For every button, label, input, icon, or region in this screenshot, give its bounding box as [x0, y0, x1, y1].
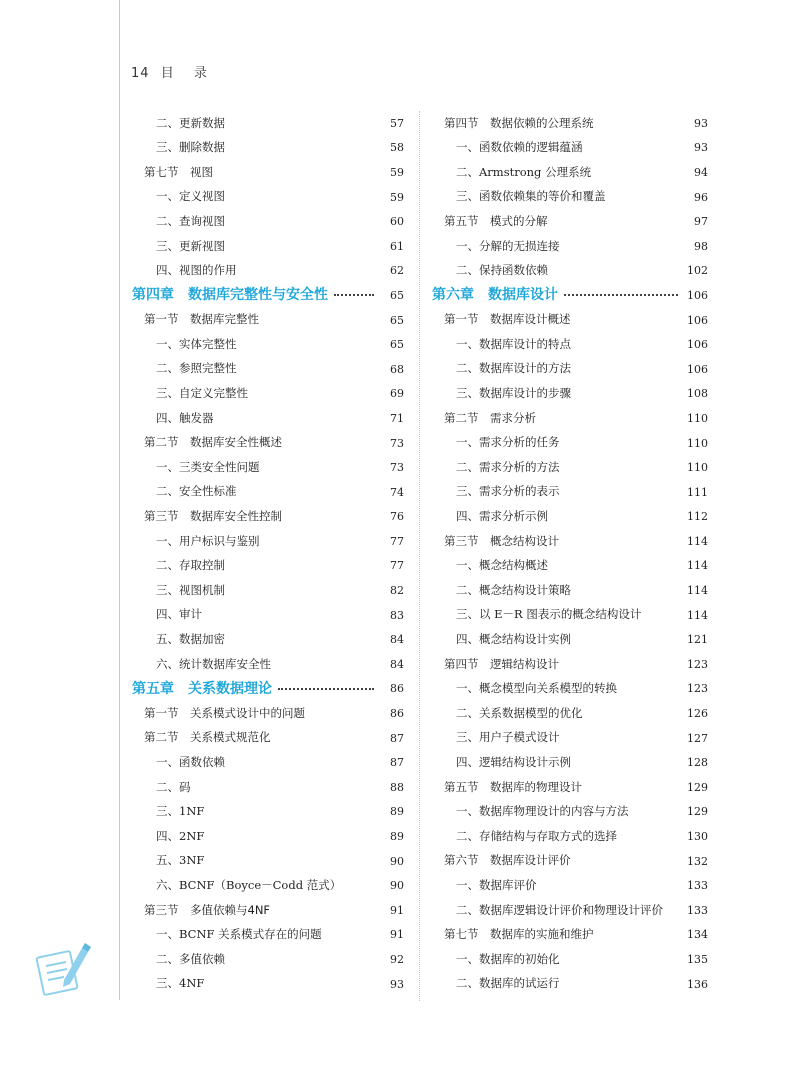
- toc-page-number: 97: [694, 215, 708, 229]
- toc-page-number: 84: [390, 657, 404, 671]
- toc-page-number: 90: [390, 854, 404, 868]
- toc-item: [132, 382, 404, 407]
- toc-item: [132, 775, 404, 800]
- toc-item: [432, 800, 708, 825]
- toc-section: [132, 701, 404, 726]
- page-title: 目 录: [160, 66, 215, 81]
- toc-entry-title: 三、用户子模式设计: [456, 730, 560, 745]
- toc-entry-title: 二、存储结构与存取方式的选择: [456, 828, 617, 843]
- toc-entry-title: 二、数据库设计的方法: [456, 361, 571, 376]
- toc-entry-title: 第二节 数据库安全性概述: [144, 435, 282, 450]
- notebook-pencil-icon: [34, 940, 92, 998]
- toc-item: [432, 726, 708, 751]
- column-divider: [419, 111, 420, 1001]
- toc-item: [432, 898, 708, 923]
- toc-item: [132, 455, 404, 480]
- toc-entry-title: 二、存取控制: [156, 558, 225, 573]
- toc-section: [132, 308, 404, 333]
- page-number: 14: [131, 66, 150, 81]
- toc-item: [432, 972, 708, 997]
- toc-entry-title: 一、概念结构概述: [456, 558, 548, 573]
- toc-page-number: 77: [390, 559, 404, 573]
- toc-entry-title: 二、数据库逻辑设计评价和物理设计评价: [456, 902, 663, 917]
- toc-item: [132, 603, 404, 628]
- toc-entry-title: 第一节 关系模式设计中的问题: [144, 705, 305, 720]
- toc-entry-title: 一、定义视图: [156, 189, 225, 204]
- toc-entry-title: 一、实体完整性: [156, 336, 237, 351]
- toc-entry-title: 第五节 数据库的物理设计: [444, 779, 582, 794]
- toc-page-number: 91: [390, 903, 404, 917]
- toc-page-number: 65: [390, 313, 404, 327]
- toc-entry-title: 四、2NF: [156, 828, 205, 843]
- toc-section: [432, 529, 708, 554]
- toc-entry-title: 四、触发器: [156, 410, 214, 425]
- toc-item: [432, 382, 708, 407]
- toc-entry-title: 三、数据库设计的步骤: [456, 386, 571, 401]
- toc-page-number: 90: [390, 879, 404, 893]
- toc-entry-title: 第五章 关系数据理论: [132, 680, 272, 697]
- toc-page-number: 108: [687, 387, 708, 401]
- toc-left-column: [132, 111, 404, 996]
- toc-item: [432, 357, 708, 382]
- toc-section: [432, 652, 708, 677]
- toc-page-number: 65: [390, 338, 404, 352]
- toc-entry-title: 一、概念模型向关系模型的转换: [456, 681, 617, 696]
- toc-item: [132, 480, 404, 505]
- toc-page-number: 82: [390, 584, 404, 598]
- toc-entry-title: 一、数据库评价: [456, 877, 537, 892]
- toc-page-number: 77: [390, 534, 404, 548]
- toc-item: [132, 209, 404, 234]
- toc-page-number: 57: [390, 116, 404, 130]
- toc-item: [132, 259, 404, 284]
- toc-entry-title: 第三节 概念结构设计: [444, 533, 559, 548]
- toc-page-number: 114: [687, 608, 708, 622]
- toc-item: [432, 603, 708, 628]
- toc-page-number: 110: [687, 411, 708, 425]
- dot-leader: [334, 294, 374, 296]
- toc-section: [432, 923, 708, 948]
- toc-page-number: 58: [390, 141, 404, 155]
- toc-page-number: 76: [390, 510, 404, 524]
- toc-page-number: 89: [390, 805, 404, 819]
- toc-item: [132, 849, 404, 874]
- toc-entry-title: 一、BCNF 关系模式存在的问题: [156, 927, 322, 942]
- toc-item: [432, 431, 708, 456]
- toc-entry-title: 第四章 数据库完整性与安全性: [132, 287, 328, 304]
- toc-entry-title: 一、数据库设计的特点: [456, 336, 571, 351]
- toc-page-number: 102: [687, 264, 708, 278]
- toc-page-number: 136: [687, 977, 708, 991]
- toc-entry-title: 第六章 数据库设计: [432, 287, 558, 304]
- toc-entry-title: 二、需求分析的方法: [456, 459, 560, 474]
- toc-entry-title: 二、Armstrong 公理系统: [456, 164, 592, 179]
- toc-page-number: 93: [694, 141, 708, 155]
- toc-entry-title: 一、函数依赖的逻辑蕴涵: [456, 140, 583, 155]
- toc-page-number: 87: [390, 756, 404, 770]
- toc-page-number: 132: [687, 854, 708, 868]
- toc-page-number: 96: [694, 190, 708, 204]
- toc-page-number: 91: [390, 928, 404, 942]
- toc-entry-title: 二、更新数据: [156, 115, 225, 130]
- dot-leader: [278, 688, 374, 690]
- toc-section: [132, 160, 404, 185]
- toc-entry-title: 第六节 数据库设计评价: [444, 853, 571, 868]
- page-header: [131, 62, 215, 81]
- toc-page-number: 89: [390, 830, 404, 844]
- toc-page-number: 92: [390, 952, 404, 966]
- toc-item: [132, 554, 404, 579]
- toc-item: [132, 750, 404, 775]
- toc-entry-title: 五、3NF: [156, 853, 205, 868]
- toc-page-number: 111: [687, 485, 708, 499]
- toc-entry-title: 四、逻辑结构设计示例: [456, 754, 571, 769]
- toc-section: [432, 209, 708, 234]
- toc-page-number: 73: [390, 461, 404, 475]
- toc-page-number: 106: [687, 362, 708, 376]
- toc-entry-title: 二、概念结构设计策略: [456, 582, 571, 597]
- toc-item: [432, 455, 708, 480]
- toc-entry-title: 五、数据加密: [156, 632, 225, 647]
- toc-section: [432, 775, 708, 800]
- toc-item: [132, 529, 404, 554]
- toc-section: [432, 406, 708, 431]
- toc-page-number: 94: [694, 165, 708, 179]
- toc-page-number: 73: [390, 436, 404, 450]
- toc-entry-title: 四、视图的作用: [156, 263, 237, 278]
- toc-item: [432, 185, 708, 210]
- toc-page-number: 133: [687, 903, 708, 917]
- toc-page-number: 112: [687, 510, 708, 524]
- toc-entry-title: 三、需求分析的表示: [456, 484, 560, 499]
- toc-item: [432, 947, 708, 972]
- toc-page-number: 123: [687, 657, 708, 671]
- toc-item: [432, 554, 708, 579]
- toc-chapter: [132, 677, 404, 702]
- toc-entry-title: 第七节 数据库的实施和维护: [444, 927, 594, 942]
- toc-entry-title: 第四节 逻辑结构设计: [444, 656, 559, 671]
- toc-page-number: 129: [687, 805, 708, 819]
- toc-item: [132, 972, 404, 997]
- toc-page-number: 74: [390, 485, 404, 499]
- toc-item: [132, 800, 404, 825]
- toc-page-number: 87: [390, 731, 404, 745]
- toc-item: [132, 185, 404, 210]
- toc-page-number: 114: [687, 559, 708, 573]
- toc-entry-title: 三、删除数据: [156, 140, 225, 155]
- toc-page-number: 86: [390, 707, 404, 721]
- toc-chapter: [432, 283, 708, 308]
- toc-page-number: 68: [390, 362, 404, 376]
- toc-item: [432, 750, 708, 775]
- toc-page-number: 71: [390, 411, 404, 425]
- toc-page-number: 93: [390, 977, 404, 991]
- toc-entry-title: 二、参照完整性: [156, 361, 237, 376]
- toc-item: [432, 259, 708, 284]
- toc-item: [432, 824, 708, 849]
- toc-page-number: 106: [687, 288, 708, 302]
- toc-entry-title: 第三节 多值依赖与4NF: [144, 902, 271, 917]
- toc-item: [132, 923, 404, 948]
- toc-entry-title: 一、三类安全性问题: [156, 459, 260, 474]
- toc-chapter: [132, 283, 404, 308]
- toc-page-number: 128: [687, 756, 708, 770]
- toc-page-number: 123: [687, 682, 708, 696]
- toc-page-number: 65: [390, 288, 404, 302]
- toc-item: [432, 160, 708, 185]
- toc-item: [132, 234, 404, 259]
- toc-entry-title: 第四节 数据依赖的公理系统: [444, 115, 594, 130]
- toc-page-number: 127: [687, 731, 708, 745]
- toc-item: [132, 947, 404, 972]
- toc-page-number: 83: [390, 608, 404, 622]
- toc-entry-title: 第一节 数据库设计概述: [444, 312, 571, 327]
- toc-page-number: 106: [687, 313, 708, 327]
- toc-page-number: 86: [390, 682, 404, 696]
- toc-page-number: 62: [390, 264, 404, 278]
- toc-entry-title: 第一节 数据库完整性: [144, 312, 259, 327]
- toc-item: [132, 627, 404, 652]
- toc-item: [432, 480, 708, 505]
- toc-page-number: 110: [687, 461, 708, 475]
- toc-item: [132, 136, 404, 161]
- toc-entry-title: 一、数据库物理设计的内容与方法: [456, 804, 629, 819]
- toc-item: [432, 136, 708, 161]
- toc-entry-title: 三、视图机制: [156, 582, 225, 597]
- toc-item: [132, 578, 404, 603]
- toc-section: [132, 505, 404, 530]
- toc-entry-title: 第二节 关系模式规范化: [144, 730, 271, 745]
- toc-entry-title: 二、查询视图: [156, 213, 225, 228]
- toc-page-number: 84: [390, 633, 404, 647]
- toc-entry-title: 第三节 数据库安全性控制: [144, 509, 282, 524]
- toc-entry-title: 二、安全性标准: [156, 484, 237, 499]
- toc-entry-title: 二、关系数据模型的优化: [456, 705, 583, 720]
- toc-section: [132, 431, 404, 456]
- toc-entry-title: 一、用户标识与鉴别: [156, 533, 260, 548]
- toc-entry-title: 一、函数依赖: [156, 754, 225, 769]
- toc-entry-title: 四、需求分析示例: [456, 509, 548, 524]
- toc-entry-title: 第七节 视图: [144, 164, 213, 179]
- toc-entry-title: 二、码: [156, 779, 191, 794]
- toc-entry-title: 第五节 模式的分解: [444, 213, 548, 228]
- toc-page-number: 135: [687, 952, 708, 966]
- toc-right-column: [432, 111, 708, 996]
- toc-entry-title: 三、4NF: [156, 976, 205, 991]
- toc-page-number: 61: [390, 239, 404, 253]
- toc-item: [432, 873, 708, 898]
- toc-page-number: 130: [687, 830, 708, 844]
- toc-item: [432, 627, 708, 652]
- toc-item: [132, 111, 404, 136]
- toc-section: [132, 726, 404, 751]
- toc-section: [432, 111, 708, 136]
- toc-entry-title: 三、以 E－R 图表示的概念结构设计: [456, 607, 642, 622]
- toc-entry-title: 一、分解的无损连接: [456, 238, 560, 253]
- toc-entry-title: 一、需求分析的任务: [456, 435, 560, 450]
- margin-line: [119, 0, 120, 1000]
- toc-page-number: 133: [687, 879, 708, 893]
- toc-entry-title: 三、更新视图: [156, 238, 225, 253]
- toc-item: [432, 701, 708, 726]
- toc-entry-title: 一、数据库的初始化: [456, 951, 560, 966]
- toc-entry-title: 四、审计: [156, 607, 202, 622]
- toc-item: [432, 234, 708, 259]
- toc-item: [132, 824, 404, 849]
- toc-item: [432, 578, 708, 603]
- toc-item: [432, 332, 708, 357]
- toc-page-number: 134: [687, 928, 708, 942]
- toc-section: [432, 849, 708, 874]
- toc-item: [132, 873, 404, 898]
- toc-entry-title: 六、统计数据库安全性: [156, 656, 271, 671]
- toc-page-number: 93: [694, 116, 708, 130]
- toc-page-number: 69: [390, 387, 404, 401]
- toc-page-number: 106: [687, 338, 708, 352]
- toc-item: [132, 357, 404, 382]
- toc-item: [132, 332, 404, 357]
- toc-entry-title: 第二节 需求分析: [444, 410, 536, 425]
- toc-page-number: 129: [687, 780, 708, 794]
- toc-page-number: 121: [687, 633, 708, 647]
- toc-entry-title: 三、自定义完整性: [156, 386, 248, 401]
- toc-item: [432, 505, 708, 530]
- toc-page-number: 59: [390, 190, 404, 204]
- toc-item: [132, 652, 404, 677]
- toc-section: [132, 898, 404, 923]
- toc-page-number: 114: [687, 534, 708, 548]
- toc-page-number: 60: [390, 215, 404, 229]
- toc-entry-title: 二、保持函数依赖: [456, 263, 548, 278]
- toc-page-number: 114: [687, 584, 708, 598]
- toc-entry-title: 三、函数依赖集的等价和覆盖: [456, 189, 606, 204]
- toc-page-number: 110: [687, 436, 708, 450]
- dot-leader: [564, 294, 678, 296]
- toc-page-number: 98: [694, 239, 708, 253]
- toc-entry-title: 四、概念结构设计实例: [456, 632, 571, 647]
- toc-page-number: 88: [390, 780, 404, 794]
- toc-entry-title: 三、1NF: [156, 804, 205, 819]
- toc-item: [432, 677, 708, 702]
- toc-entry-title: 二、数据库的试运行: [456, 976, 560, 991]
- toc-item: [132, 406, 404, 431]
- toc-page-number: 126: [687, 707, 708, 721]
- toc-entry-title: 二、多值依赖: [156, 951, 225, 966]
- toc-entry-title: 六、BCNF（Boyce－Codd 范式）: [156, 877, 342, 892]
- toc-section: [432, 308, 708, 333]
- toc-page-number: 59: [390, 165, 404, 179]
